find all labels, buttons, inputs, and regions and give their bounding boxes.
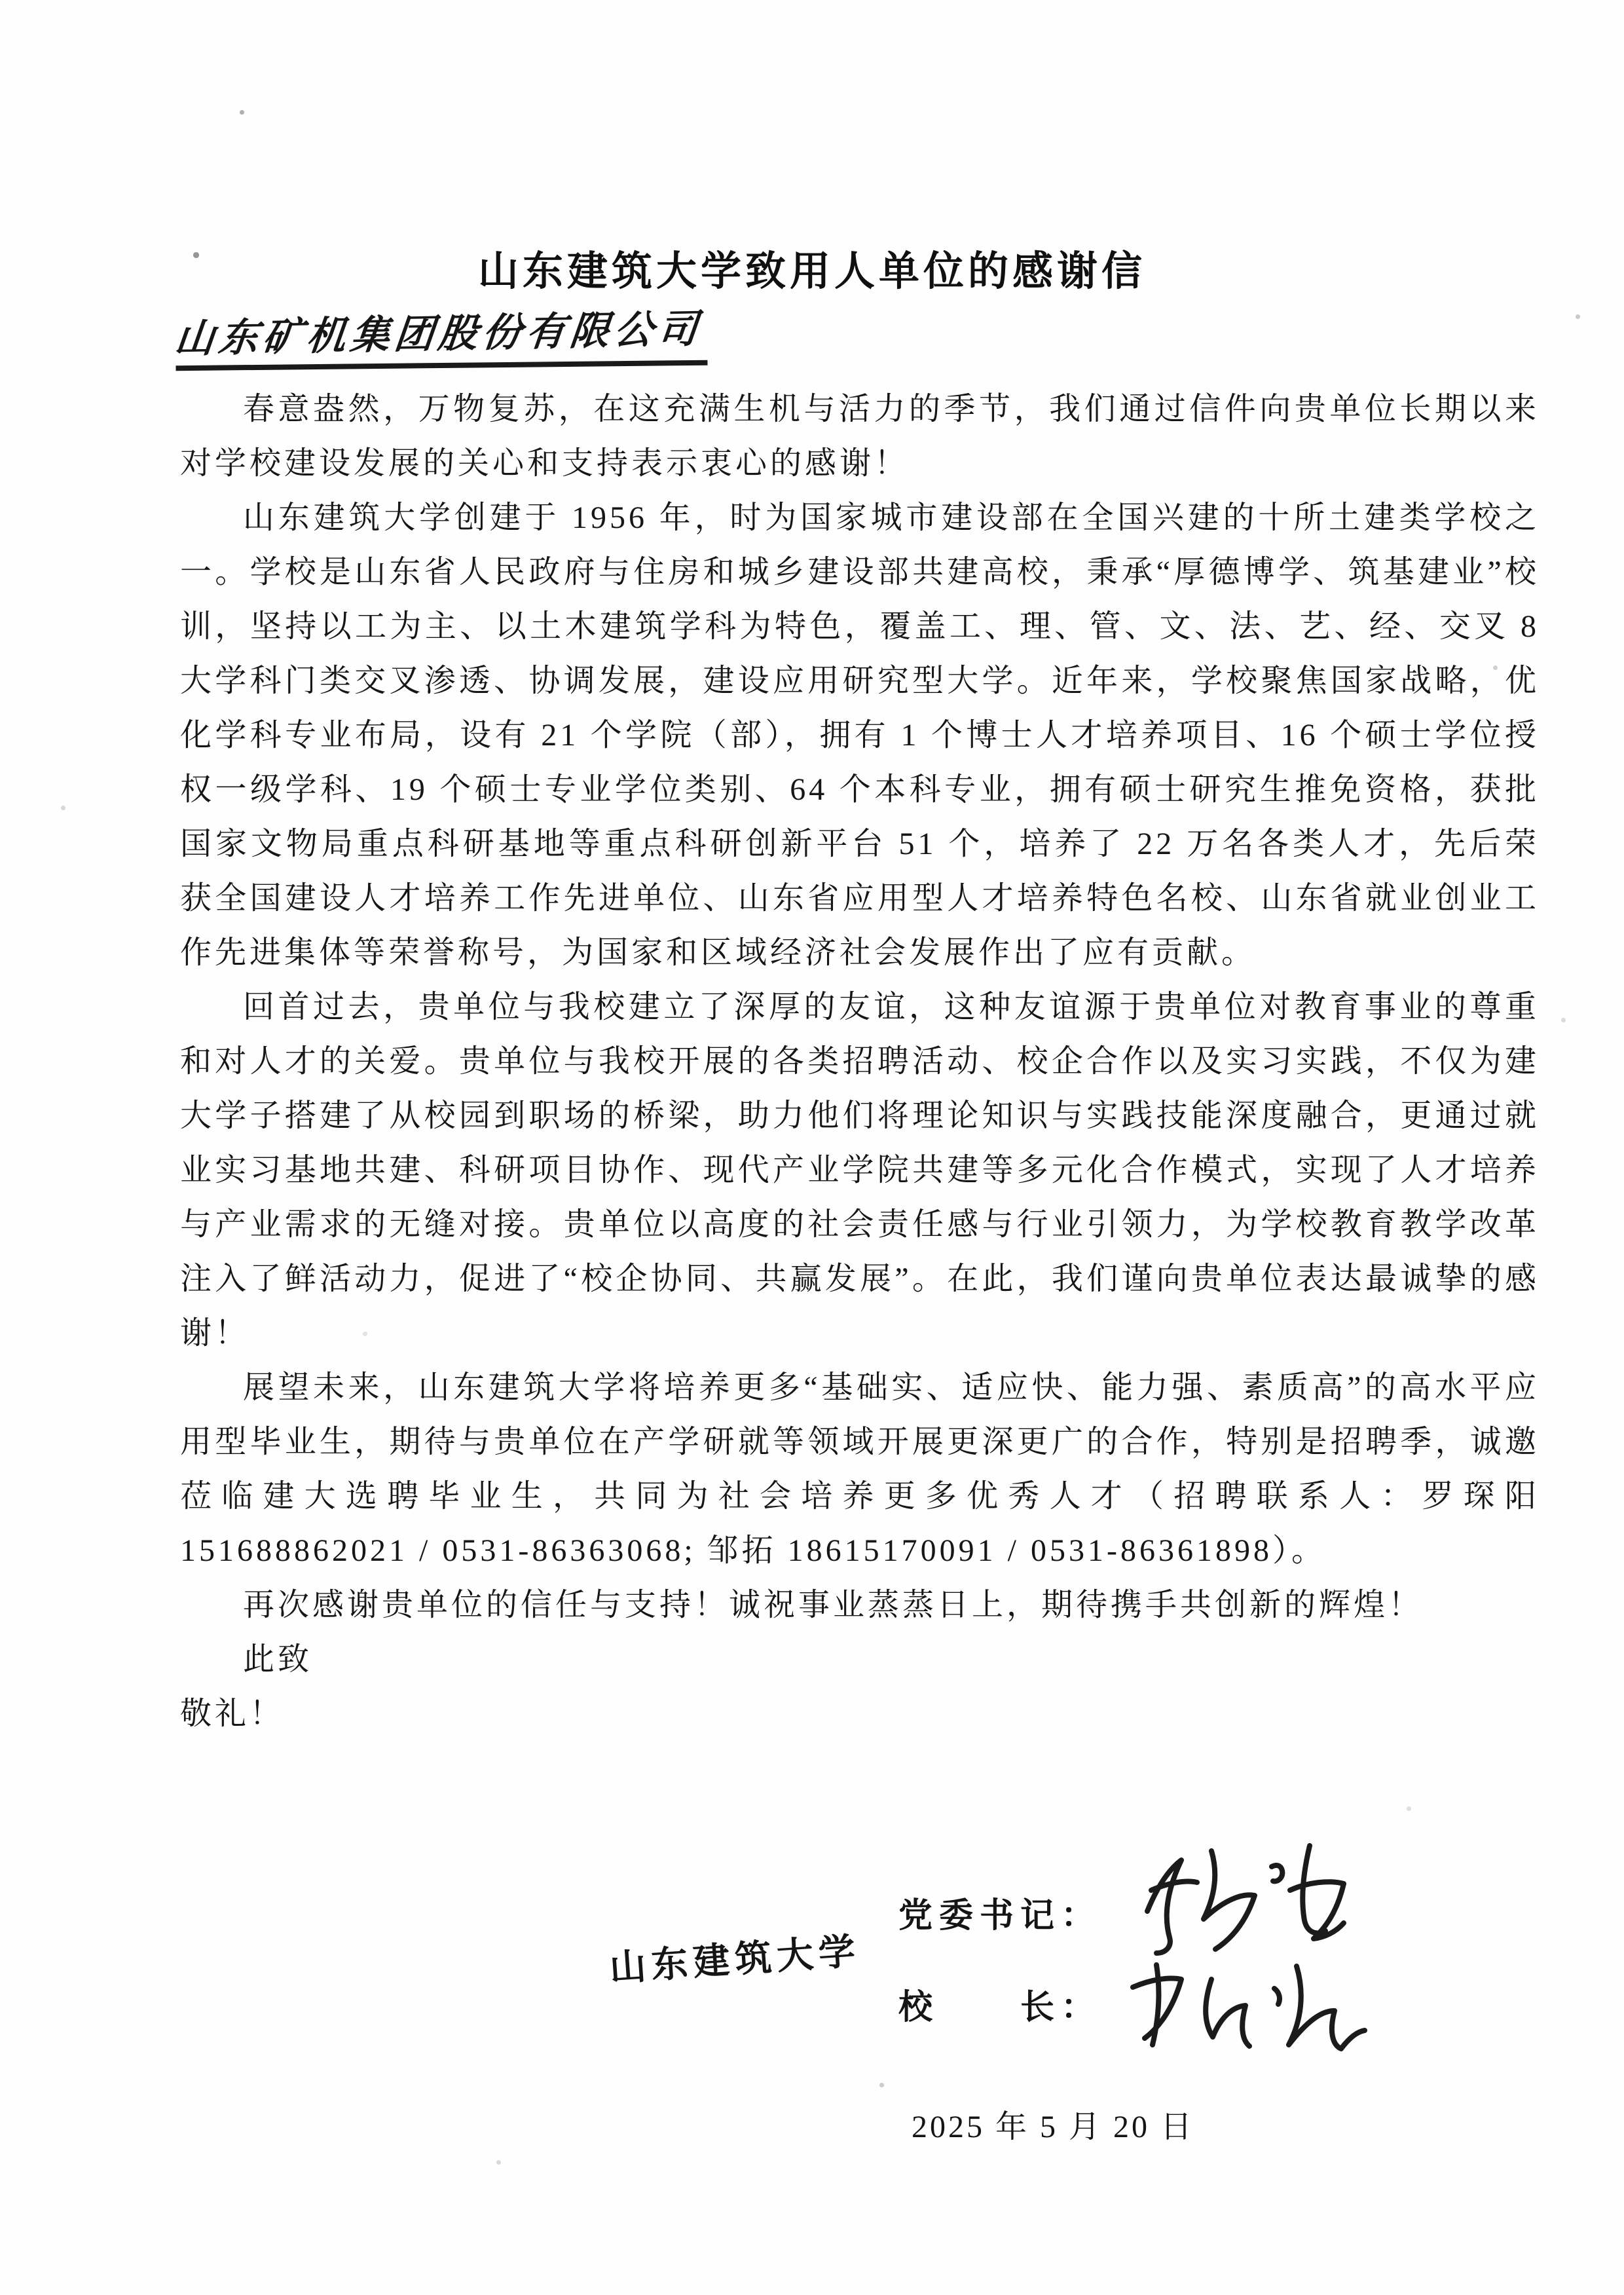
body-paragraph-4: 展望未来，山东建筑大学将培养更多“基础实、适应快、能力强、素质高”的高水平应用型毕业生，期待与贵单位在产学研就等领域开展更深更广的合作，特别是招聘季，诚邀莅临建大选聘毕业生，共同为社会培养更多优秀人才（招聘联系人：罗琛阳 151688862021 / 0531-86363068; 邹拓 18615170091 / 0531-86361898）。 — [180, 1370, 1540, 1568]
body-paragraph-5: 再次感谢贵单位的信任与支持！诚祝事业蒸蒸日上，期待携手共创新的辉煌！ — [243, 1588, 1424, 1622]
body-paragraph-1: 春意盎然，万物复苏，在这充满生机与活力的季节，我们通过信件向贵单位长期以来对学校建设发展的关心和支持表示衷心的感谢！ — [180, 392, 1540, 481]
recipient-line — [172, 300, 707, 371]
body-paragraph-2: 山东建筑大学创建于 1956 年，时为国家城市建设部在全国兴建的十所土建类学校之一。学校是山东省人民政府与住房和城乡建设部共建高校，秉承“厚德博学、筑基建业”校训，坚持以工为主、以土木建筑学科为特色，覆盖工、理、管、文、法、艺、经、交叉 8 大学科门类交叉渗透、协调发展，建设应用研究型大学。近年来，学校聚焦国家战略，优化学科专业布局，设有 21 个学院（部），拥有 1 个博士人才培养项目、16 个硕士学位授权一级学科、19 个硕士专业学位类别、64 个本科专业，拥有硕士研究生推免资格，获批国家文物局重点科研基地等重点科研创新平台 51 个，培养了 22 万名各类人才，先后荣获全国建设人才培养工作先进单位、山东省应用型人才培养特色名校、山东省就业创业工作先进集体等荣誉称号，为国家和区域经济社会发展作出了应有贡献。 — [180, 500, 1540, 970]
letter-title: 山东建筑大学致用人单位的感谢信 — [477, 246, 1146, 295]
closing-regards: 敬礼！ — [180, 1696, 285, 1731]
president-label: 校 长： — [898, 1989, 1102, 2026]
closing-salute: 此致 — [243, 1642, 313, 1677]
university-name-signature: 山东建筑大学 — [608, 1931, 862, 1990]
letter-body — [180, 382, 1540, 1741]
president-signature-handwriting — [1113, 1947, 1388, 2064]
scan-noise-specks — [0, 0, 2, 2]
recipient-company-handwritten: 山东矿机集团股份有限公司 — [172, 307, 705, 361]
party-secretary-signature-handwriting — [1113, 1827, 1375, 1965]
party-secretary-label: 党委书记： — [898, 1897, 1102, 1935]
letter-date: 2025 年 5 月 20 日 — [912, 2110, 1195, 2144]
body-paragraph-3: 回首过去，贵单位与我校建立了深厚的友谊，这种友谊源于贵单位对教育事业的尊重和对人才的关爱。贵单位与我校开展的各类招聘活动、校企合作以及实习实践，不仅为建大学子搭建了从校园到职场的桥梁，助力他们将理论知识与实践技能深度融合，更通过就业实习基地共建、科研项目协作、现代产业学院共建等多元化合作模式，实现了人才培养与产业需求的无缝对接。贵单位以高度的社会责任感与行业引领力，为学校教育教学改革注入了鲜活动力，促进了“校企协同、共赢发展”。在此，我们谨向贵单位表达最诚挚的感谢！ — [180, 990, 1540, 1351]
